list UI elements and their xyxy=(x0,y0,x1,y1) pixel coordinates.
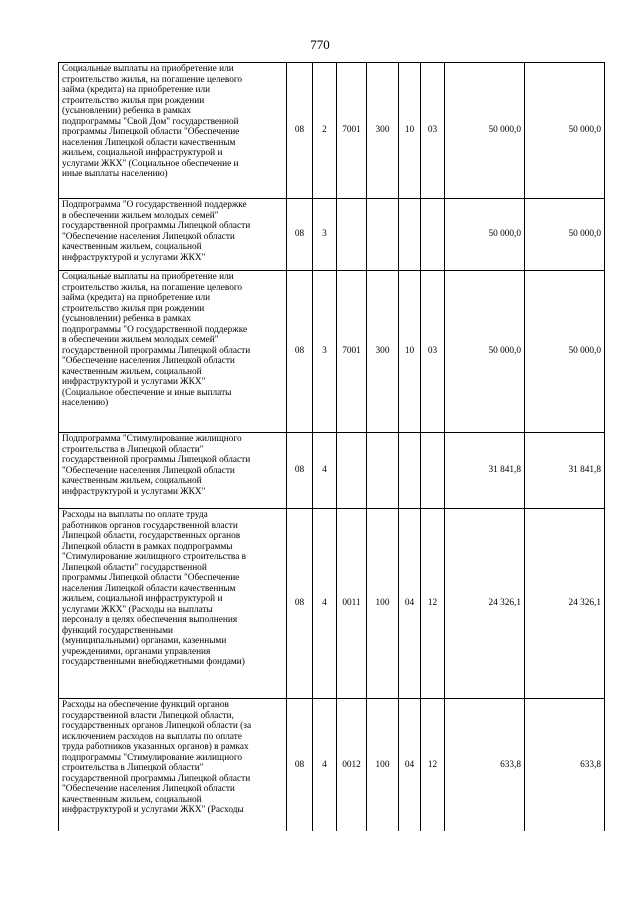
row-kosgu: 04 xyxy=(399,699,421,831)
row-razdel: 08 xyxy=(287,433,313,509)
row-podrazdel: 3 xyxy=(313,199,337,271)
table-row xyxy=(59,271,605,433)
row-name: Подпрограмма "Стимулирование жилищного строительства в Липецкой области" государственной программы Липецкой области "Обеспечение населения Липецкой области качественным жильем, социальной инфраструктурой и услугами ЖКХ" xyxy=(59,433,287,509)
row-sum-1: 633,8 xyxy=(445,699,525,831)
table-body xyxy=(59,63,605,831)
table-row xyxy=(59,63,605,199)
row-sum-1: 24 326,1 xyxy=(445,509,525,699)
row-sum-2: 633,8 xyxy=(525,699,605,831)
row-kosgu xyxy=(399,199,421,271)
row-subarticle: 03 xyxy=(421,271,445,433)
row-podrazdel: 4 xyxy=(313,699,337,831)
row-sum-1: 50 000,0 xyxy=(445,63,525,199)
row-expense-type: 300 xyxy=(367,271,399,433)
row-sum-1: 50 000,0 xyxy=(445,199,525,271)
row-sum-1: 31 841,8 xyxy=(445,433,525,509)
row-subarticle xyxy=(421,433,445,509)
row-subarticle: 12 xyxy=(421,699,445,831)
row-sum-2: 50 000,0 xyxy=(525,271,605,433)
row-sum-2: 31 841,8 xyxy=(525,433,605,509)
row-name: Подпрограмма "О государственной поддержке в обеспечении жильем молодых семей" государственной программы Липецкой области "Обеспечение населения Липецкой области качественным жильем, социальной инфраструктурой и услугами ЖКХ" xyxy=(59,199,287,271)
row-subarticle: 12 xyxy=(421,509,445,699)
row-kosgu: 04 xyxy=(399,509,421,699)
row-expense-type: 100 xyxy=(367,699,399,831)
row-razdel: 08 xyxy=(287,199,313,271)
table-row xyxy=(59,699,605,831)
row-razdel: 08 xyxy=(287,699,313,831)
row-razdel: 08 xyxy=(287,63,313,199)
row-razdel: 08 xyxy=(287,271,313,433)
table-row xyxy=(59,509,605,699)
row-podrazdel: 4 xyxy=(313,509,337,699)
row-sum-1: 50 000,0 xyxy=(445,271,525,433)
row-name: Социальные выплаты на приобретение или строительство жилья, на погашение целевого займа (кредита) на приобретение или строительство жилья при рождении (усыновлении) ребенка в рамках подпрограммы "О государственной поддержке в обеспечении жильем молодых семей" государственной программы Липецкой области "Обеспечение населения Липецкой области качественным жильем, социальной инфраструктурой и услугами ЖКХ" (Социальное обеспечение и иные выплаты населению) xyxy=(59,271,287,433)
row-subarticle xyxy=(421,199,445,271)
row-target-article xyxy=(337,433,367,509)
row-expense-type: 300 xyxy=(367,63,399,199)
row-name: Социальные выплаты на приобретение или строительство жилья, на погашение целевого займа (кредита) на приобретение или строительство жилья при рождении (усыновлении) ребенка в рамках подпрограммы "Свой Дом" государственной программы Липецкой области "Обеспечение населения Липецкой области качественным жильем, социальной инфраструктурой и услугами ЖКХ" (Социальное обеспечение и иные выплаты населению) xyxy=(59,63,287,199)
row-sum-2: 50 000,0 xyxy=(525,199,605,271)
row-name: Расходы на обеспечение функций органов государственной власти Липецкой области, государственных органов Липецкой области (за исключением расходов на выплаты по оплате труда работников указанных органов) в рамках подпрограммы "Стимулирование жилищного строительства в Липецкой области" государственной программы Липецкой области "Обеспечение населения Липецкой области качественным жильем, социальной инфраструктурой и услугами ЖКХ" (Расходы xyxy=(59,699,287,831)
row-podrazdel: 2 xyxy=(313,63,337,199)
row-podrazdel: 3 xyxy=(313,271,337,433)
row-kosgu: 10 xyxy=(399,63,421,199)
row-razdel: 08 xyxy=(287,509,313,699)
row-podrazdel: 4 xyxy=(313,433,337,509)
row-kosgu: 10 xyxy=(399,271,421,433)
row-target-article: 7001 xyxy=(337,63,367,199)
row-sum-2: 50 000,0 xyxy=(525,63,605,199)
row-kosgu xyxy=(399,433,421,509)
row-sum-2: 24 326,1 xyxy=(525,509,605,699)
row-subarticle: 03 xyxy=(421,63,445,199)
row-target-article: 0012 xyxy=(337,699,367,831)
row-name: Расходы на выплаты по оплате труда работников органов государственной власти Липецкой области, государственных органов Липецкой области в рамках подпрограммы "Стимулирование жилищного строительства в Липецкой области" государственной программы Липецкой области "Обеспечение населения Липецкой области качественным жильем, социальной инфраструктурой и услугами ЖКХ" (Расходы на выплаты персоналу в целях обеспечения выполнения функций государственными (муниципальными) органами, казенными учреждениями, органами управления государственными внебюджетными фондами) xyxy=(59,509,287,699)
budget-table xyxy=(58,62,605,831)
row-expense-type: 100 xyxy=(367,509,399,699)
row-expense-type xyxy=(367,199,399,271)
row-expense-type xyxy=(367,433,399,509)
row-target-article: 7001 xyxy=(337,271,367,433)
row-target-article: 0011 xyxy=(337,509,367,699)
table-row xyxy=(59,433,605,509)
page-number: 770 xyxy=(310,37,330,52)
row-target-article xyxy=(337,199,367,271)
table-row xyxy=(59,199,605,271)
